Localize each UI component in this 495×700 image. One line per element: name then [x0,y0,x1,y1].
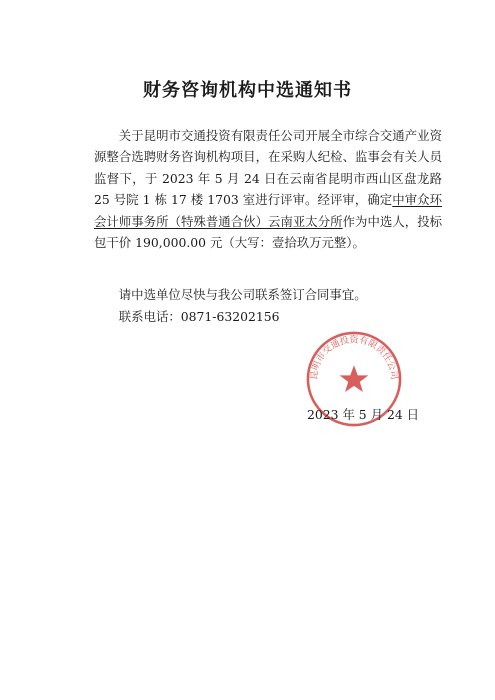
main-paragraph [94,125,442,253]
contact-phone: 联系电话：0871-63202156 [118,309,280,324]
paragraph-text-after: 作为中选人，投标包干价 190,000.00 元（大写：壹拾玖万元整）。 [94,213,443,251]
seal-star-icon [340,365,369,392]
winning-bidder: 中审众环会计师事务所（特殊普通合伙）云南亚太分所 [94,192,443,229]
paragraph-text-before: 关于昆明市交通投资有限责任公司开展全市综合交通产业资源整合选聘财务咨询机构项目，在采购人纪检、监事会有关人员监督下，于 2023 年 5 月 24 日在云南省昆明市西山区盘龙路 25 号院 1 栋 17 楼 1703 室进行评审。经评审，确定 [94,128,442,208]
issue-date: 2023 年 5 月 24 日 [307,407,420,422]
document-title: 财务咨询机构中选通知书 [143,80,352,101]
contract-request-paragraph: 请中选单位尽快与我公司联系签订合同事宜。 [118,287,367,302]
seal-text: 昆明市交通投资有限责任公司 [309,335,399,381]
